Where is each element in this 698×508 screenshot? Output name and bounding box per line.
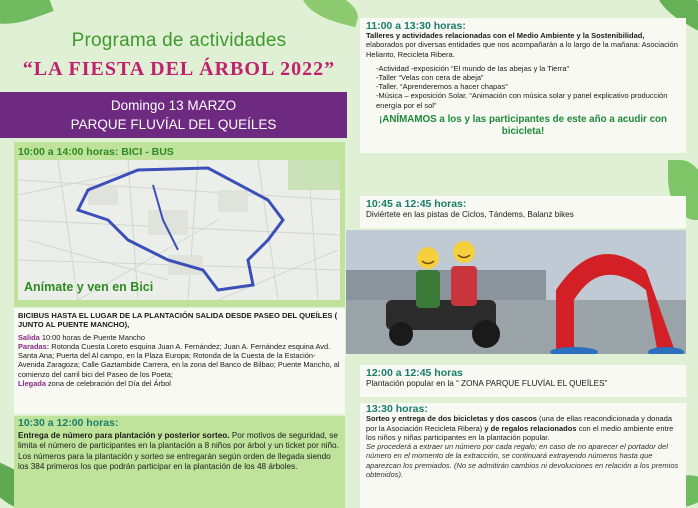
raffle-text-2: con el medio ambiente entre los niños y niñas participantes en la plantación popular. bbox=[366, 423, 674, 442]
map-caption: Anímate y ven en Bici bbox=[24, 280, 154, 294]
route-llegada bbox=[18, 379, 341, 388]
bike-call-to-action: ¡ANÍMAMOS a los y las participantes de este año a acudir con bicicleta! bbox=[379, 113, 667, 137]
event-place: PARQUE FLUVÍAL DEL QUEÍLES bbox=[70, 117, 277, 132]
raffle-rules: Se procederá a extraer un número por cada regalo; en caso de no aparecer el portador del número en el momento de la extracción, se continuará extrayendo números hasta que aparezcan los premiados. (No se admitirán cambios ni devoluciones en relación a los premios obtenidos). bbox=[366, 442, 679, 480]
map-graphic bbox=[18, 160, 340, 300]
ticket-section bbox=[14, 416, 345, 508]
workshops-time: 11:00 a 13:30 horas: bbox=[366, 20, 466, 32]
bike-tracks-section bbox=[360, 196, 686, 228]
photo-illustration bbox=[346, 230, 686, 354]
activity-item: -Actividad -exposición “El mundo de las abejas y la Tierra” bbox=[376, 63, 570, 73]
workshops-intro bbox=[366, 31, 680, 59]
smiley-face-icon bbox=[417, 247, 439, 269]
raffle-time: 13:30 horas: bbox=[366, 403, 428, 415]
salida-label: Salida bbox=[18, 332, 40, 342]
event-title: “LA FIESTA DEL ÁRBOL 2022” bbox=[22, 58, 336, 80]
program-header bbox=[14, 30, 344, 81]
smiley-face-icon bbox=[453, 241, 475, 263]
llegada-text: zona de celebración del Día del Árbol bbox=[45, 379, 171, 389]
route-salida bbox=[18, 333, 341, 342]
raffle-text bbox=[366, 414, 680, 442]
workshops-text: elaborados por diversas entidades que nos acompañarán a lo largo de la mañana: Asociación Helianto, Recicleta Ribera. bbox=[366, 40, 678, 59]
bicibus-time: 10:00 a 14:00 horas: BICI - BUS bbox=[18, 146, 174, 158]
kids-cycling-photo bbox=[346, 230, 686, 354]
leaf-decoration bbox=[297, 0, 362, 27]
planting-time: 12:00 a 12:45 horas bbox=[366, 367, 463, 379]
activity-item: -Taller. “Aprenderemos a hacer chapas” bbox=[376, 82, 508, 92]
event-date: Domingo 13 MARZO bbox=[110, 98, 237, 113]
planting-text: Plantación popular en la “ ZONA PARQUE FLUVÍAL EL QUEÍLES” bbox=[366, 379, 608, 388]
raffle-text-1: (una de ellas reacondicionada y donada por la Asociación Recicleta Ribera) bbox=[366, 414, 673, 433]
route-map bbox=[18, 160, 340, 300]
route-details bbox=[14, 308, 345, 414]
ticket-time: 10:30 a 12:00 horas: bbox=[18, 417, 119, 429]
bicibus-section bbox=[14, 142, 345, 307]
paradas-label: Paradas: bbox=[18, 341, 50, 351]
program-title: Programa de actividades bbox=[71, 30, 287, 51]
bike-tracks-time: 10:45 a 12:45 horas: bbox=[366, 198, 467, 210]
paradas-text: Rotonda Cuesta Loreto esquina Juan A. Fernández; Juan A. Fernández esquina Avd. Santa Ana; Puerta del Al campo, en la Plaza Europa; Rotonda de la Cuesta de la Estación- Avenida Zaragoza; Calle Gaztambide Carrera, en la zona del Banco de Bilbao; Puente Mancho, al comienzo del carril bici del Paseo de los Poeta; bbox=[18, 341, 340, 379]
llegada-label: Llegada bbox=[18, 379, 46, 389]
raffle-bold-1: Sorteo y entrega de dos bicicletas y dos cascos bbox=[366, 414, 537, 424]
salida-text: 10:00 horas de Puente Mancho bbox=[39, 332, 145, 342]
raffle-bold-2: y de regalos relacionados bbox=[484, 423, 577, 433]
ticket-body: Por motivos de seguridad, se limita el número de participantes en la plantación a 8 niños por árbol y un ticket por niño. Los números para la plantación y sorteo se entregarán según orden de llegada siendo los 384 primeros los que podrán participar en la plantación de los 48 árboles. bbox=[18, 430, 339, 472]
workshops-lead: Talleres y actividades relacionadas con el Medio Ambiente y la Sostenibilidad, bbox=[366, 31, 645, 41]
route-intro: BICIBUS HASTA EL LUGAR DE LA PLANTACIÓN SALIDA DESDE PASEO DEL QUEÍLES ( JUNTO AL PUENTE MANCHO), bbox=[18, 311, 338, 330]
activity-item: -Música – exposición Solar. “Animación con música solar y panel explicativo producción energía por el sol” bbox=[376, 91, 668, 110]
date-banner bbox=[0, 92, 347, 138]
ticket-text bbox=[18, 431, 341, 473]
route-paradas bbox=[18, 342, 341, 379]
ticket-lead: Entrega de número para plantación y posterior sorteo. bbox=[18, 430, 230, 440]
raffle-section bbox=[360, 403, 686, 508]
activity-item: -Taller “Velas con cera de abeja” bbox=[376, 73, 484, 83]
workshops-section bbox=[360, 18, 686, 153]
bike-tracks-text: Diviértete en las pistas de Ciclos, Tándems, Balanz bikes bbox=[366, 210, 574, 219]
planting-section bbox=[360, 365, 686, 397]
